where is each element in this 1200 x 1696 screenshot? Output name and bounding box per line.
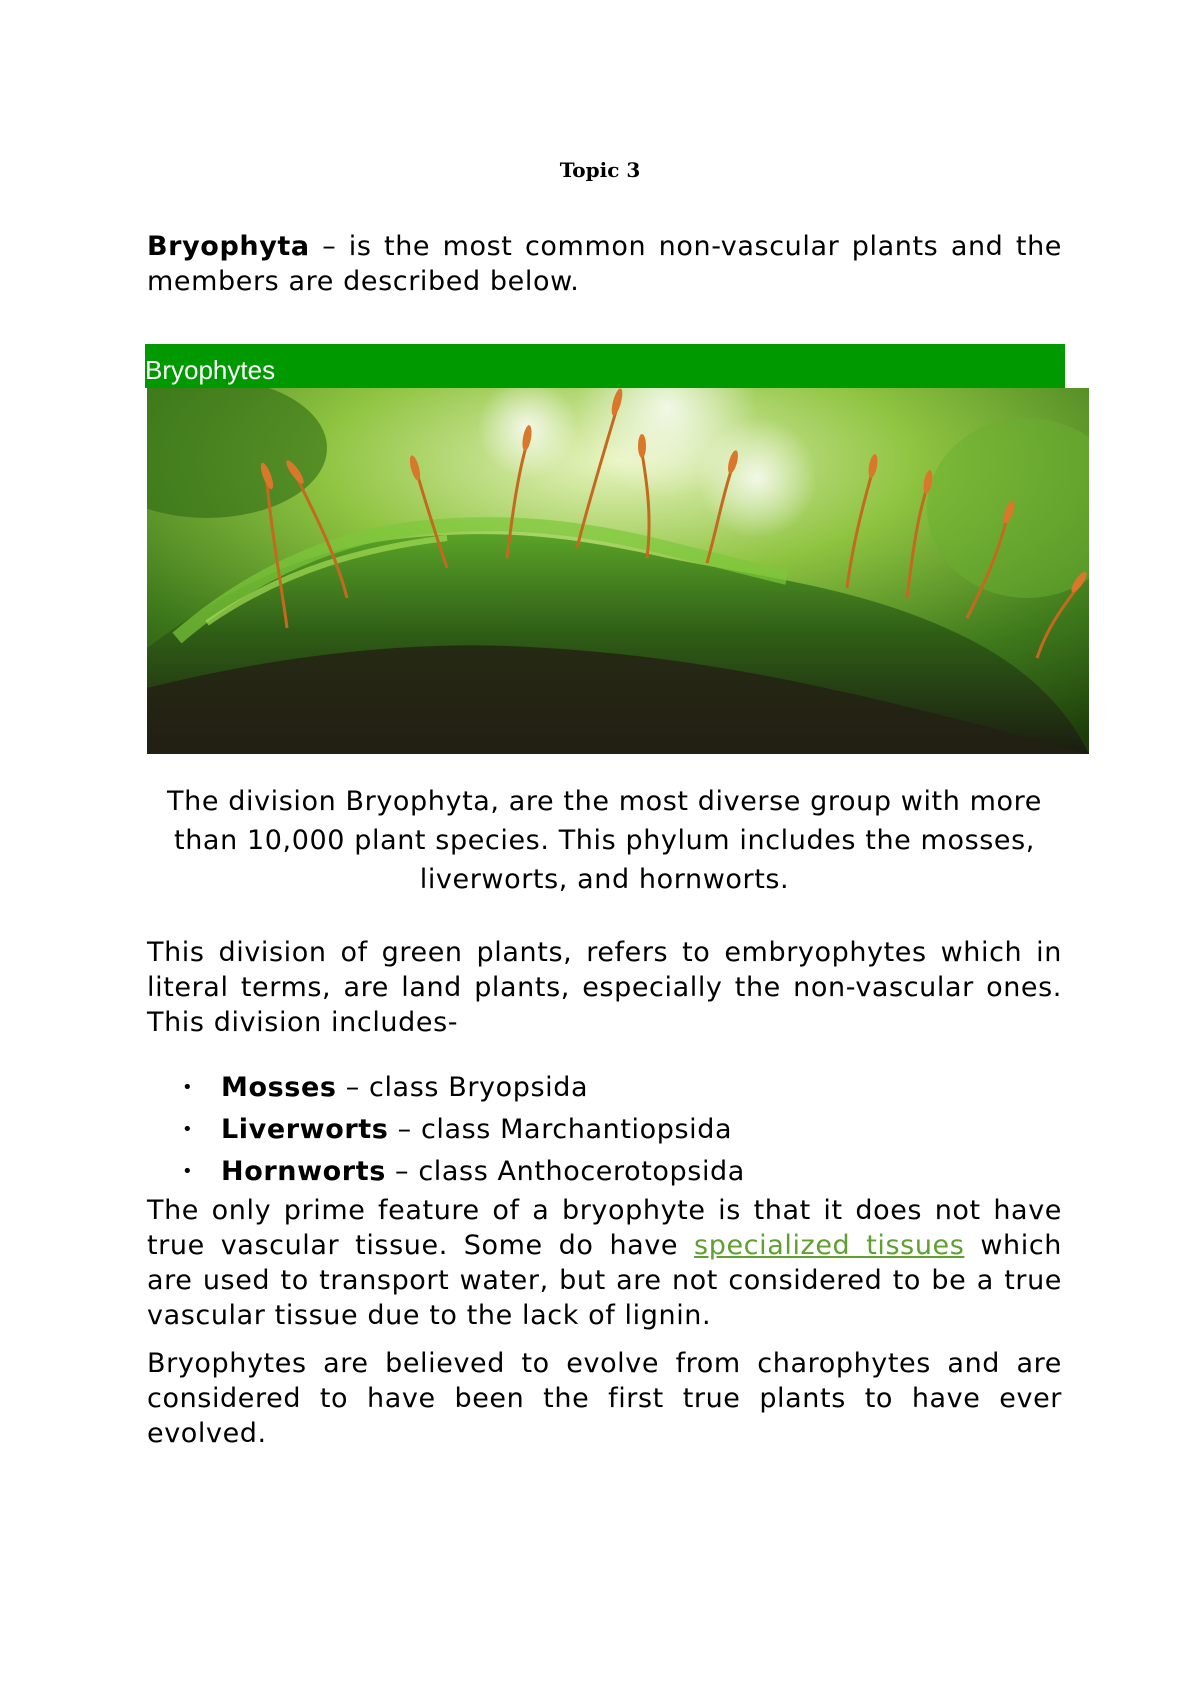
specialized-tissues-link[interactable]: specialized tissues (694, 1230, 965, 1261)
feature-text-after: which are used to transport water, but are not considered to be a true vascular tissue due to the lack of lignin. (147, 1230, 1062, 1331)
division-paragraph: This division of green plants, refers to embryophytes which in literal terms, are land plants, especially the non-vascular ones. This division includes- (147, 937, 1062, 1038)
moss-photo (147, 388, 1089, 754)
intro-text: – is the most common non-vascular plants and the members are described below. (147, 231, 1062, 297)
intro-paragraph (147, 229, 1062, 299)
feature-paragraph (147, 1193, 1062, 1333)
bullet-icon: • (182, 1077, 194, 1098)
feature-text-before: The only prime feature of a bryophyte is that it does not have true vascular tissue. Some do have (147, 1195, 1062, 1261)
list-item-detail: – class Bryopsida (336, 1072, 589, 1103)
list-item-detail: – class Anthocerotopsida (385, 1156, 745, 1187)
section-banner: Bryophytes (145, 344, 1065, 388)
bullet-icon: • (182, 1161, 194, 1182)
page-title: Topic 3 (559, 158, 641, 182)
list-item (178, 1109, 745, 1151)
class-list (178, 1067, 745, 1193)
evolution-paragraph: Bryophytes are believed to evolve from charophytes and are considered to have been the first true plants to have ever evolved. (147, 1348, 1062, 1449)
bullet-icon: • (182, 1119, 194, 1140)
intro-term: Bryophyta (147, 231, 310, 262)
list-item (178, 1067, 745, 1109)
list-item-name: Mosses (221, 1072, 337, 1103)
list-item-name: Liverworts (221, 1114, 389, 1145)
list-item-detail: – class Marchantiopsida (388, 1114, 733, 1145)
center-paragraph: The division Bryophyta, are the most diverse group with more than 10,000 plant species. This phylum includes the mosses, liverworts, and hornworts. (167, 786, 1042, 895)
list-item (178, 1151, 745, 1193)
list-item-name: Hornworts (221, 1156, 386, 1187)
